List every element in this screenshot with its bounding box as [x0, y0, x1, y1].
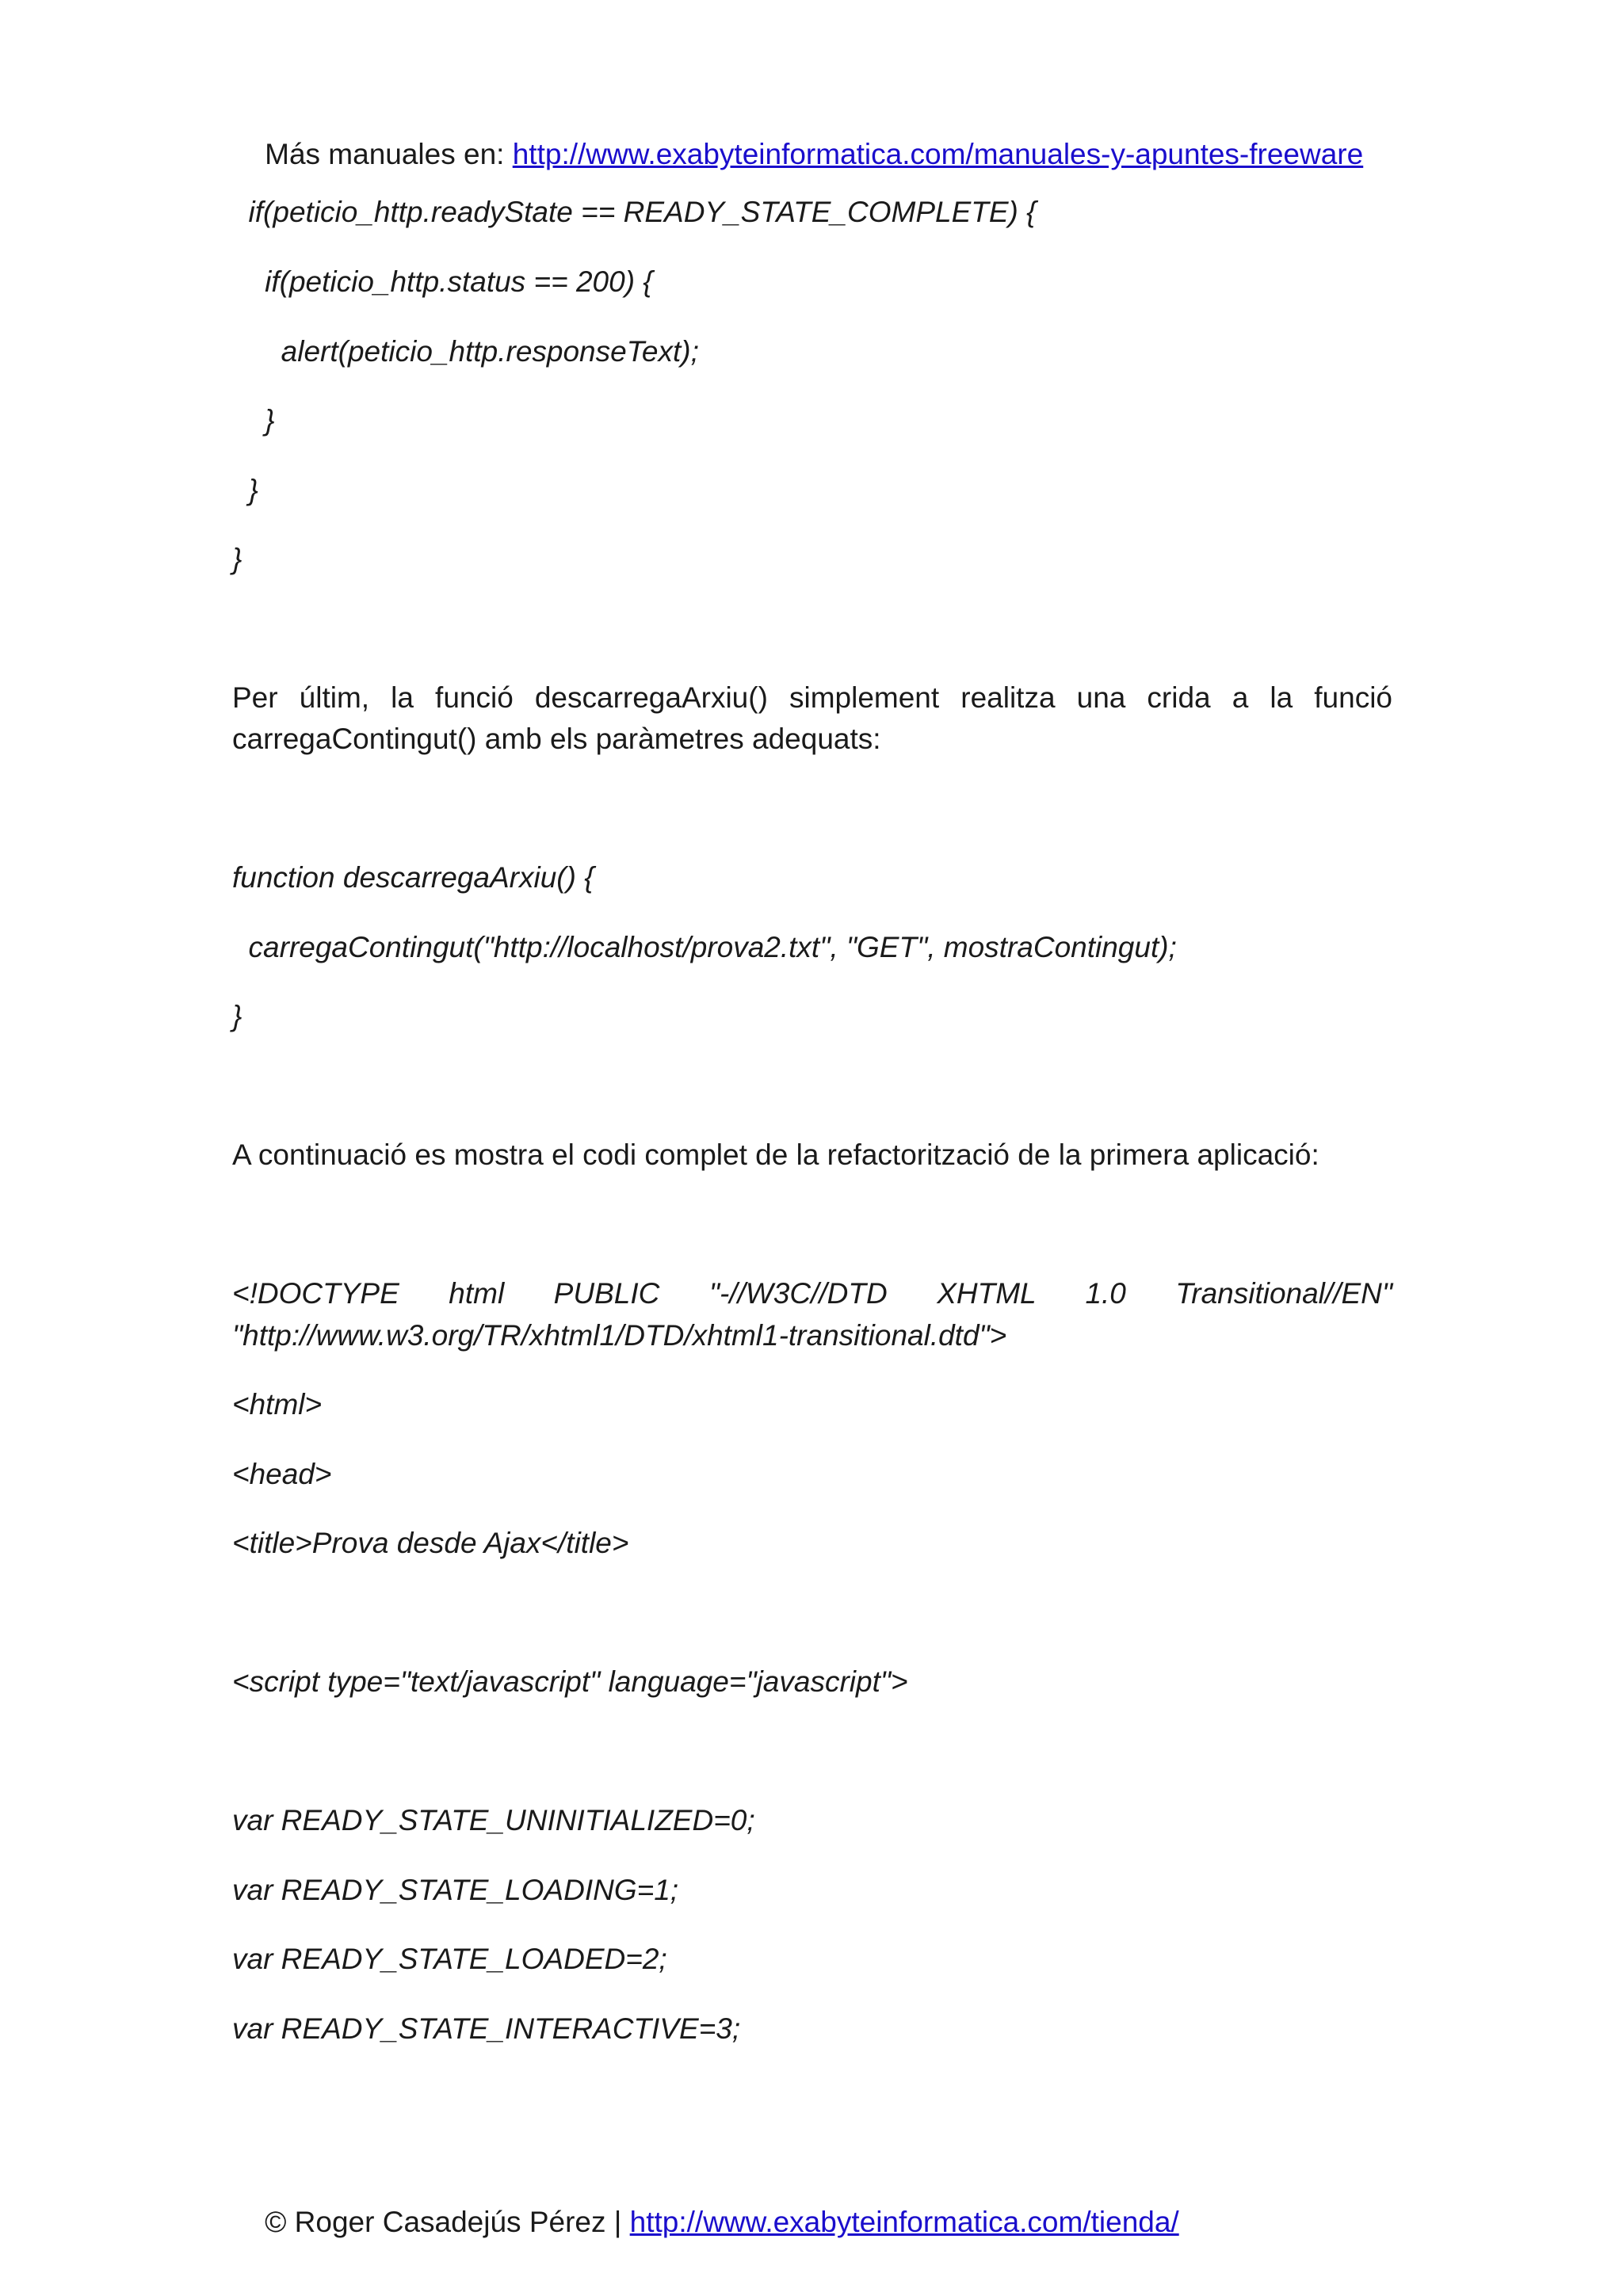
code-line: }: [232, 543, 242, 575]
code-line: alert(peticio_http.responseText);: [232, 335, 699, 368]
code-line: <script type="text/javascript" language="javascript">: [232, 1665, 908, 1698]
code-line-doctype: <!DOCTYPE html PUBLIC "-//W3C//DTD XHTML 1.0 Transitional//EN": [232, 1277, 1392, 1310]
code-line: function descarregaArxiu() {: [232, 861, 594, 894]
code-line: }: [232, 404, 275, 437]
page-footer: [232, 2161, 1179, 2284]
code-line: var READY_STATE_LOADING=1;: [232, 1874, 679, 1906]
paragraph-line: carregaContingut() amb els paràmetres adequats:: [232, 723, 881, 755]
header-link[interactable]: http://www.exabyteinformatica.com/manuales-y-apuntes-freeware: [512, 138, 1364, 170]
code-line: if(peticio_http.readyState == READY_STATE_COMPLETE) {: [232, 196, 1037, 228]
code-line: if(peticio_http.status == 200) {: [232, 265, 653, 298]
code-line: <title>Prova desde Ajax</title>: [232, 1527, 629, 1559]
code-line: <html>: [232, 1388, 323, 1421]
code-line: var READY_STATE_INTERACTIVE=3;: [232, 2012, 741, 2045]
code-line: carregaContingut("http://localhost/prova2.txt", "GET", mostraContingut);: [232, 931, 1177, 963]
code-line-doctype: "http://www.w3.org/TR/xhtml1/DTD/xhtml1-transitional.dtd">: [232, 1319, 1007, 1352]
footer-prefix: © Roger Casadejús Pérez |: [265, 2206, 630, 2238]
paragraph-line: A continuació es mostra el codi complet de la refactorització de la primera aplicació:: [232, 1138, 1319, 1171]
footer-link[interactable]: http://www.exabyteinformatica.com/tienda/: [629, 2206, 1179, 2238]
code-line: }: [232, 474, 258, 506]
code-line: <head>: [232, 1458, 332, 1490]
code-line: var READY_STATE_UNINITIALIZED=0;: [232, 1804, 755, 1836]
header-prefix: Más manuales en:: [265, 138, 513, 170]
code-line: }: [232, 1000, 242, 1032]
code-line: var READY_STATE_LOADED=2;: [232, 1943, 667, 1975]
paragraph-line-justified: Per últim, la funció descarregaArxiu() simplement realitza una crida a la funció: [232, 681, 1392, 714]
